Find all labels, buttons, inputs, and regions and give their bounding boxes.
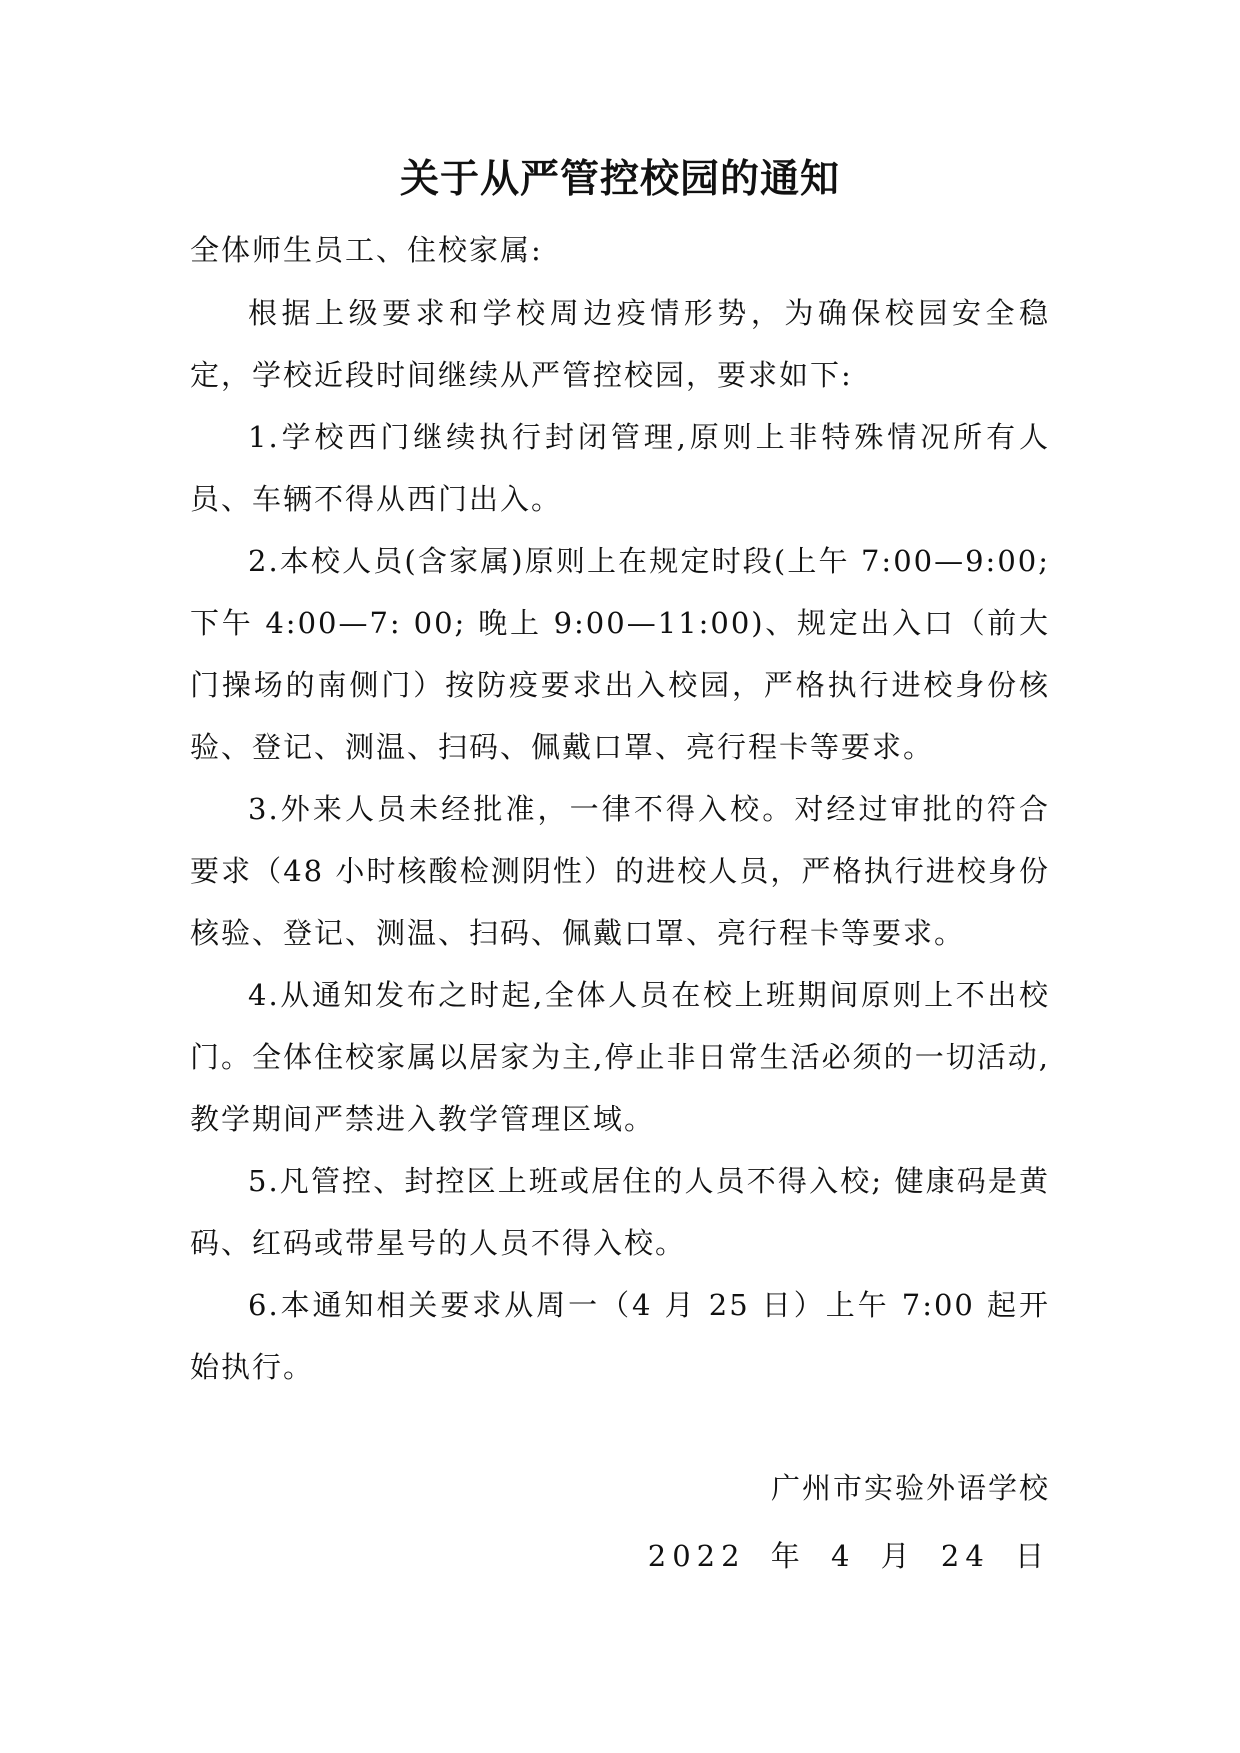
item-5-paragraph: 5.凡管控、封控区上班或居住的人员不得入校; 健康码是黄码、红码或带星号的人员不得入校。 (190, 1164, 1050, 1260)
item-3-paragraph: 3.外来人员未经批准，一律不得入校。对经过审批的符合要求（48 小时核酸检测阴性）的进校人员，严格执行进校身份核验、登记、测温、扫码、佩戴口罩、亮行程卡等要求。 (190, 792, 1050, 950)
signature-organization: 广州市实验外语学校 (770, 1471, 1050, 1505)
salutation: 全体师生员工、住校家属: (190, 233, 543, 267)
item-1-paragraph: 1.学校西门继续执行封闭管理,原则上非特殊情况所有人员、车辆不得从西门出入。 (190, 420, 1050, 516)
notice-body (190, 282, 1050, 1398)
document-title: 关于从严管控校园的通知 (399, 157, 840, 202)
intro-paragraph: 根据上级要求和学校周边疫情形势，为确保校园安全稳定，学校近段时间继续从严管控校园，要求如下: (190, 296, 1050, 392)
item-2-paragraph: 2.本校人员(含家属)原则上在规定时段(上午 7:00—9:00;下午 4:00—7: 00; 晚上 9:00—11:00)、规定出入口（前大门操场的南侧门）按防疫要求出入校园，严格执行进校身份核验、登记、测温、扫码、佩戴口罩、亮行程卡等要求。 (190, 544, 1050, 764)
signature-date: 2022 年 4 月 24 日 (647, 1539, 1050, 1573)
item-6-paragraph: 6.本通知相关要求从周一（4 月 25 日）上午 7:00 起开始执行。 (190, 1288, 1050, 1384)
item-4-paragraph: 4.从通知发布之时起,全体人员在校上班期间原则上不出校门。全体住校家属以居家为主,停止非日常生活必须的一切活动,教学期间严禁进入教学管理区域。 (190, 978, 1050, 1136)
